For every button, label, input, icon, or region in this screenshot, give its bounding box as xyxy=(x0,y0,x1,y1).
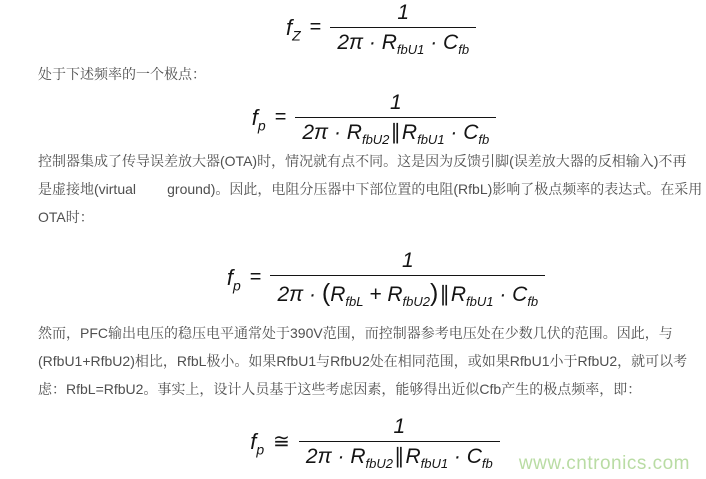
fraction-denominator: $2\pi \cdot (R_{fbL}$ + $R_{fbU2})\parallel R_{fbU1} \cdot C_{fb}$ xyxy=(270,275,545,310)
fraction xyxy=(295,90,496,148)
fraction xyxy=(270,248,545,310)
parallel-symbol: ∥ xyxy=(439,283,450,306)
text-line: OTA时： xyxy=(38,209,94,225)
equals-sign: = xyxy=(274,105,287,128)
equals-sign: = xyxy=(309,15,322,38)
text-line: (RfbU1+RfbU2)相比，RfbL极小。如果RfbU1与RfbU2处在相同范围，或如果RfbU1小于RfbU2，就可以考 xyxy=(38,353,688,369)
open-paren: ( xyxy=(321,279,331,307)
formula-lhs: $f_p$ xyxy=(251,104,266,133)
watermark: www.cntronics.com xyxy=(518,453,690,474)
paragraph-ota xyxy=(38,147,703,231)
paragraph-intro xyxy=(38,60,692,88)
close-paren: ) xyxy=(430,279,439,307)
fraction xyxy=(299,414,500,472)
fraction-numerator: 1 xyxy=(389,91,402,114)
fraction-numerator: 1 xyxy=(397,1,410,24)
text-line: 处于下述频率的一个极点： xyxy=(38,66,206,82)
text-line: 控制器集成了传导误差放大器(OTA)时，情况就有点不同。这是因为反馈引脚(误差放大器的反相输入)不再 xyxy=(38,153,687,169)
formula-lhs: $f_Z$ xyxy=(285,14,301,43)
formula-zero-frequency xyxy=(28,0,706,58)
fraction xyxy=(330,0,476,58)
formula-lhs: $f_p$ xyxy=(226,264,241,293)
formula-pole-frequency-ota xyxy=(33,248,706,310)
fraction-numerator: 1 xyxy=(401,249,414,272)
text-line: 虑：RfbL=RfbU2。事实上，设计人员基于这些考虑因素，能够得出近似Cfb产生的极点频率，即： xyxy=(38,381,642,397)
equals-sign: = xyxy=(249,265,262,288)
text-line: 是虚接地(virtual ground)。因此，电阻分压器中下部位置的电阻(RfbL)影响了极点频率的表达式。在采用 xyxy=(38,181,703,197)
approx-equals-sign: ≅ xyxy=(273,430,290,453)
fraction-denominator: $2\pi \cdot R_{fbU2}\parallel R_{fbU1} \cdot C_{fb}$ xyxy=(295,117,496,148)
formula-pole-frequency xyxy=(21,90,706,148)
parallel-symbol: ∥ xyxy=(390,121,401,144)
formula-lhs: $f_p$ xyxy=(250,428,265,457)
fraction-denominator: $2\pi \cdot R_{fbU1} \cdot C_{fb}$ xyxy=(330,27,476,58)
fraction-denominator: $2\pi \cdot R_{fbU2}\parallel R_{fbU1} \cdot C_{fb}$ xyxy=(299,441,500,472)
parallel-symbol: ∥ xyxy=(393,445,405,468)
fraction-numerator: 1 xyxy=(393,415,406,438)
paragraph-pfc xyxy=(38,319,692,403)
text-line: 然而，PFC输出电压的稳压电平通常处于390V范围，而控制器参考电压处在少数几伏的范围。因此，与 xyxy=(38,325,673,341)
